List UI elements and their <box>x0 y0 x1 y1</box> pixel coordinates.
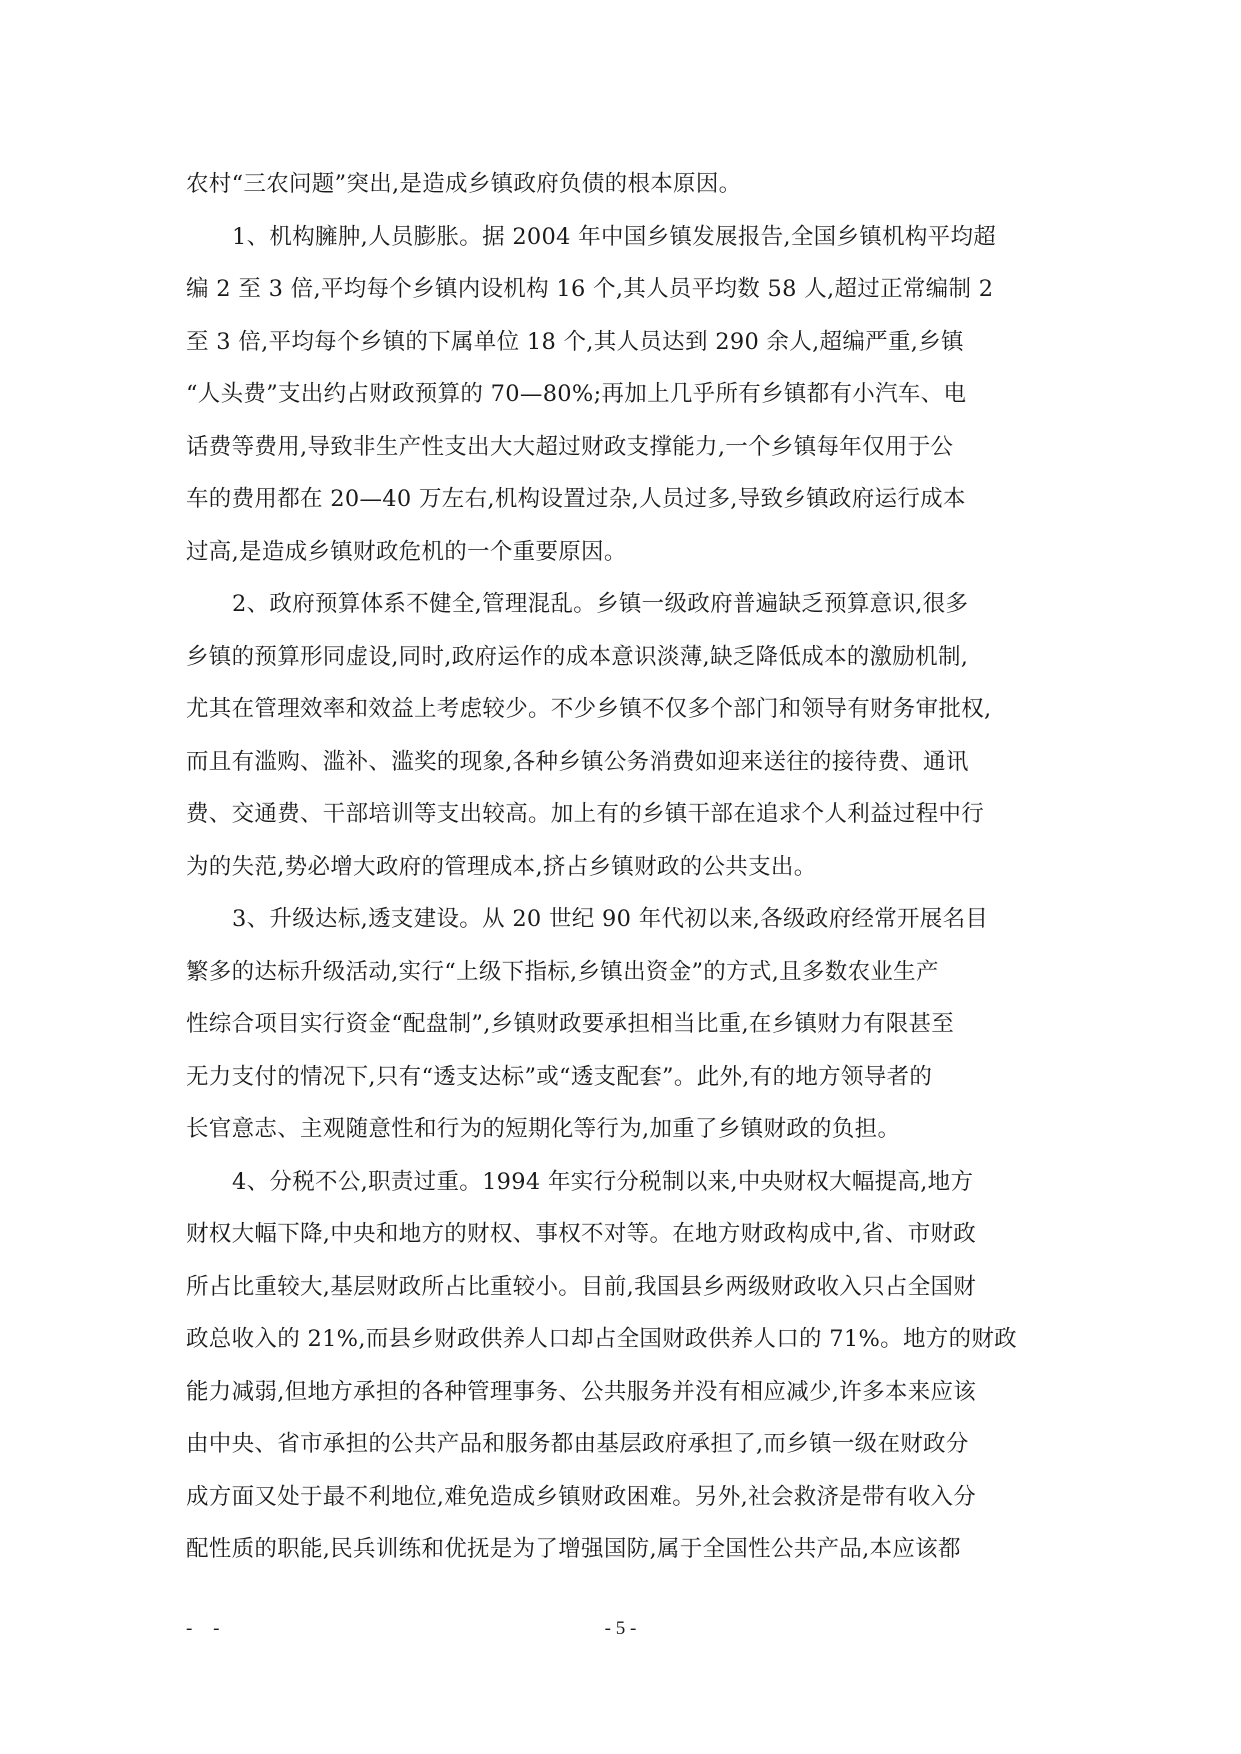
text-line: 性综合项目实行资金“配盘制”,乡镇财政要承担相当比重,在乡镇财力有限甚至 <box>186 1011 955 1037</box>
paragraph-first-line: 4、分税不公,职责过重。1994 年实行分税制以来,中央财权大幅提高,地方 <box>232 1168 974 1195</box>
text-line: 话费等费用,导致非生产性支出大大超过财政支撑能力,一个乡镇每年仅用于公 <box>186 433 954 460</box>
text-line: 配性质的职能,民兵训练和优抚是为了增强国防,属于全国性公共产品,本应该都 <box>186 1536 961 1562</box>
text-line: 至 3 倍,平均每个乡镇的下属单位 18 个,其人员达到 290 余人,超编严重,乡镇 <box>186 328 964 355</box>
text-line: 乡镇的预算形同虚设,同时,政府运作的成本意识淡薄,缺乏降低成本的激励机制, <box>186 643 969 670</box>
body-text <box>186 158 1056 1576</box>
text-line: 成方面又处于最不利地位,难免造成乡镇财政困难。另外,社会救济是带有收入分 <box>186 1483 977 1510</box>
text-line: 长官意志、主观随意性和行为的短期化等行为,加重了乡镇财政的负担。 <box>186 1116 901 1142</box>
text-line: 编 2 至 3 倍,平均每个乡镇内设机构 16 个,其人员平均数 58 人,超过正常编制 2 <box>186 276 994 302</box>
paragraph-first-line: 1、机构臃肿,人员膨胀。据 2004 年中国乡镇发展报告,全国乡镇机构平均超 <box>232 223 997 250</box>
text-line: 无力支付的情况下,只有“透支达标”或“透支配套”。此外,有的地方领导者的 <box>186 1063 933 1090</box>
text-line: 为的失范,势必增大政府的管理成本,挤占乡镇财政的公共支出。 <box>186 853 817 880</box>
text-line: 农村“三农问题”突出,是造成乡镇政府负债的根本原因。 <box>186 171 742 197</box>
text-line: 尤其在管理效率和效益上考虑较少。不少乡镇不仅多个部门和领导有财务审批权, <box>186 696 992 722</box>
text-line: 而且有滥购、滥补、滥奖的现象,各种乡镇公务消费如迎来送往的接待费、通讯 <box>186 748 969 775</box>
text-line: 所占比重较大,基层财政所占比重较小。目前,我国县乡两级财政收入只占全国财 <box>186 1273 977 1300</box>
text-line: 繁多的达标升级活动,实行“上级下指标,乡镇出资金”的方式,且多数农业生产 <box>186 958 939 985</box>
text-line: “人头费”支出约占财政预算的 70—80%;再加上几乎所有乡镇都有小汽车、电 <box>186 381 967 407</box>
paragraph-first-line: 3、升级达标,透支建设。从 20 世纪 90 年代初以来,各级政府经常开展名目 <box>232 906 989 932</box>
footer-left-marks: - - <box>186 1618 228 1639</box>
text-line: 车的费用都在 20—40 万左右,机构设置过杂,人员过多,导致乡镇政府运行成本 <box>186 486 966 512</box>
text-line: 由中央、省市承担的公共产品和服务都由基层政府承担了,而乡镇一级在财政分 <box>186 1431 969 1457</box>
text-line: 费、交通费、干部培训等支出较高。加上有的乡镇干部在追求个人利益过程中行 <box>186 801 985 827</box>
text-line: 能力减弱,但地方承担的各种管理事务、公共服务并没有相应减少,许多本来应该 <box>186 1378 977 1405</box>
text-line: 过高,是造成乡镇财政危机的一个重要原因。 <box>186 538 627 565</box>
page-number: - 5 - <box>604 1618 637 1639</box>
paragraph-first-line: 2、政府预算体系不健全,管理混乱。乡镇一级政府普遍缺乏预算意识,很多 <box>232 591 969 617</box>
text-line: 政总收入的 21%,而县乡财政供养人口却占全国财政供养人口的 71%。地方的财政 <box>186 1326 1017 1352</box>
text-line: 财权大幅下降,中央和地方的财权、事权不对等。在地方财政构成中,省、市财政 <box>186 1221 977 1247</box>
